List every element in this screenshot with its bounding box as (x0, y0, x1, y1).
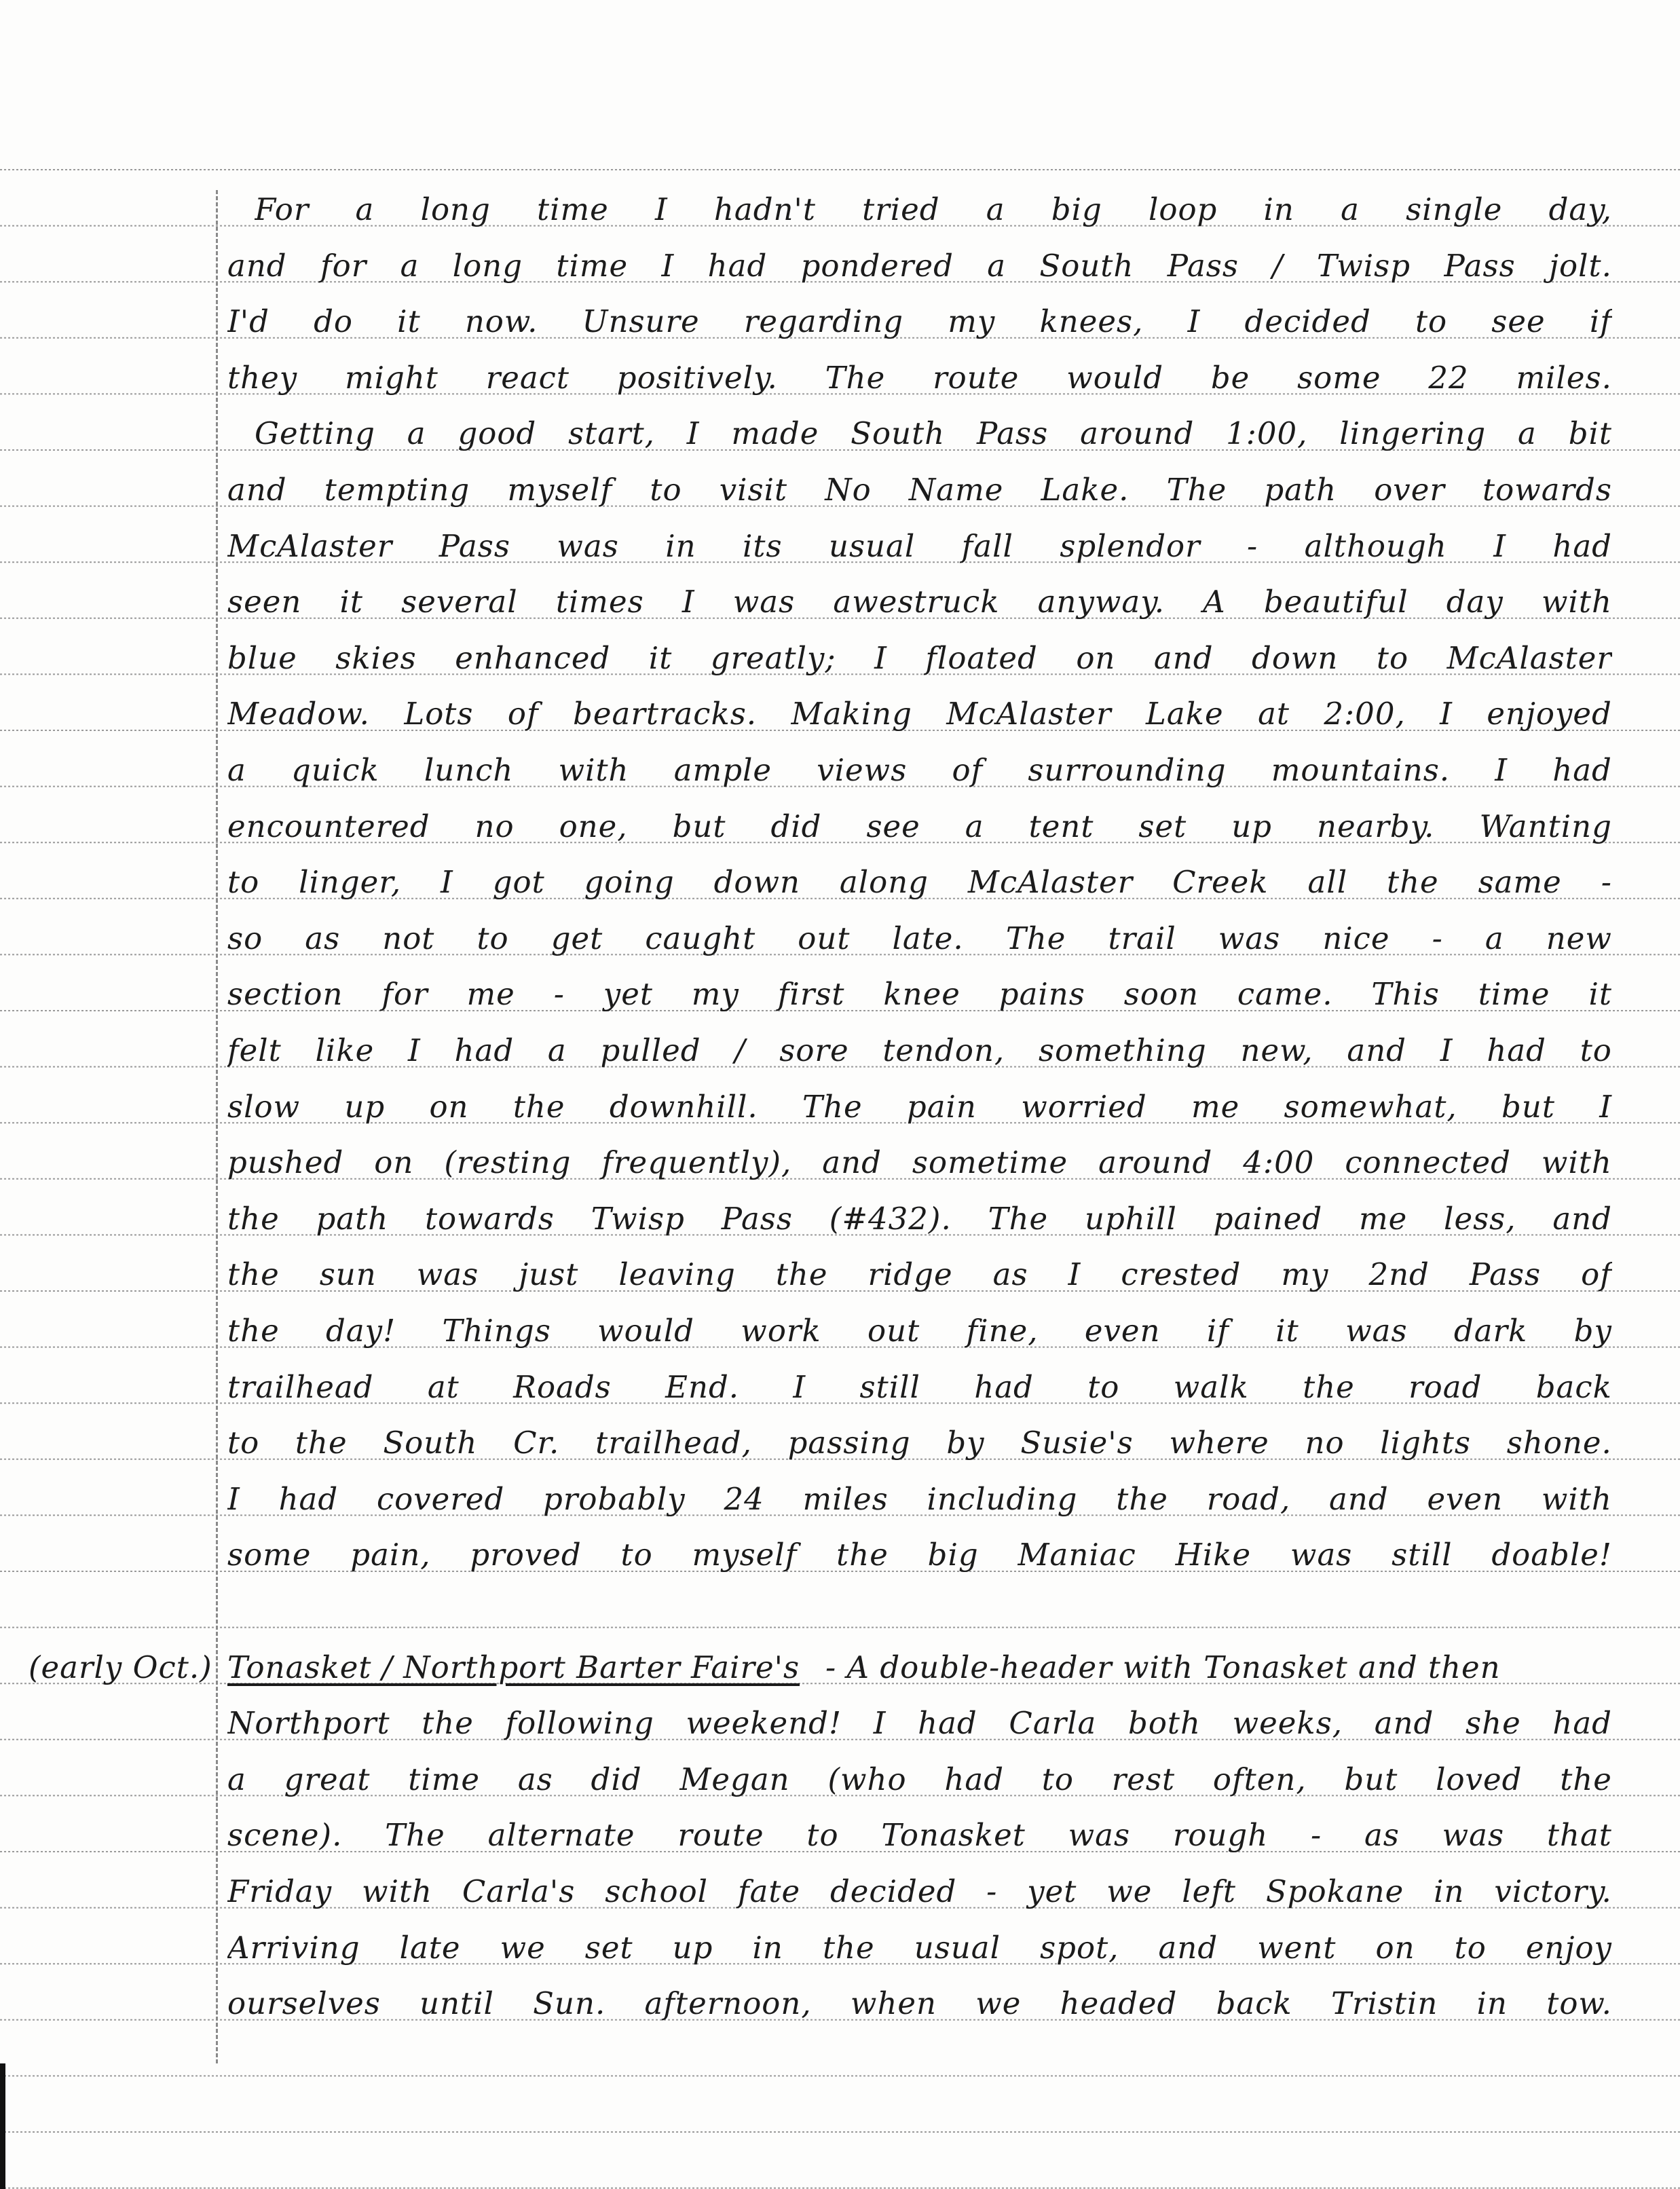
text-line: seen it several times I was awestruck anyway. A beautiful day with (227, 584, 1612, 620)
text-line: Northport the following weekend! I had Carla both weeks, and she had (227, 1705, 1612, 1742)
text-line: pushed on (resting frequently), and sometime around 4:00 connected with (227, 1144, 1612, 1181)
text-line: scene). The alternate route to Tonasket was rough - as was that (227, 1817, 1612, 1854)
entry-date-label: (early Oct.) (29, 1649, 212, 1685)
text-line: to linger, I got going down along McAlaster Creek all the same - (227, 864, 1612, 901)
text-line: the path towards Twisp Pass (#432). The uphill pained me less, and (227, 1200, 1612, 1237)
text-line: Meadow. Lots of beartracks. Making McAlaster Lake at 2:00, I enjoyed (227, 696, 1612, 732)
text-line: felt like I had a pulled / sore tendon, something new, and I had to (227, 1032, 1612, 1068)
text-line: to the South Cr. trailhead, passing by Susie's where no lights shone. (227, 1425, 1612, 1461)
text-line: the day! Things would work out fine, even if it was dark by (227, 1313, 1612, 1349)
text-line: some pain, proved to myself the big Maniac Hike was still doable! (227, 1537, 1612, 1573)
text-line: slow up on the downhill. The pain worried me somewhat, but I (227, 1088, 1612, 1125)
text-line: blue skies enhanced it greatly; I floated on and down to McAlaster (227, 639, 1612, 676)
text-line: and for a long time I had pondered a South Pass / Twisp Pass jolt. (227, 247, 1612, 284)
entry-heading-rest: - A double-header with Tonasket and then (825, 1649, 1501, 1685)
text-line: they might react positively. The route would be some 22 miles. (227, 359, 1612, 396)
barter-faire-first-line (227, 1640, 1612, 1696)
text-line: Getting a good start, I made South Pass around 1:00, lingering a bit (255, 415, 1612, 452)
text-line: so as not to get caught out late. The trail was nice - a new (227, 920, 1612, 956)
text-line: I'd do it now. Unsure regarding my knees, I decided to see if (227, 303, 1612, 340)
text-line: and tempting myself to visit No Name Lake. The path over towards (227, 472, 1612, 508)
text-line: I had covered probably 24 miles including the road, and even with (227, 1480, 1612, 1517)
text-line: section for me - yet my first knee pains soon came. This time it (227, 976, 1612, 1013)
text-line: Arriving late we set up in the usual spot, and went on to enjoy (227, 1929, 1612, 1966)
text-line: encountered no one, but did see a tent set up nearby. Wanting (227, 808, 1612, 844)
text-line: the sun was just leaving the ridge as I crested my 2nd Pass of (227, 1256, 1612, 1293)
text-line: Friday with Carla's school fate decided - yet we left Spokane in victory. (227, 1873, 1612, 1909)
text-line: ourselves until Sun. afternoon, when we headed back Tristin in tow. (227, 1985, 1612, 2022)
text-line: McAlaster Pass was in its usual fall splendor - although I had (227, 527, 1612, 564)
entry-heading: Tonasket / Northport Barter Faire's (227, 1649, 800, 1685)
text-line: a great time as did Megan (who had to rest often, but loved the (227, 1761, 1612, 1797)
text-line: For a long time I hadn't tried a big loop in a single day, (255, 191, 1612, 227)
text-line: trailhead at Roads End. I still had to walk the road back (227, 1368, 1612, 1405)
text-line: a quick lunch with ample views of surrounding mountains. I had (227, 752, 1612, 788)
